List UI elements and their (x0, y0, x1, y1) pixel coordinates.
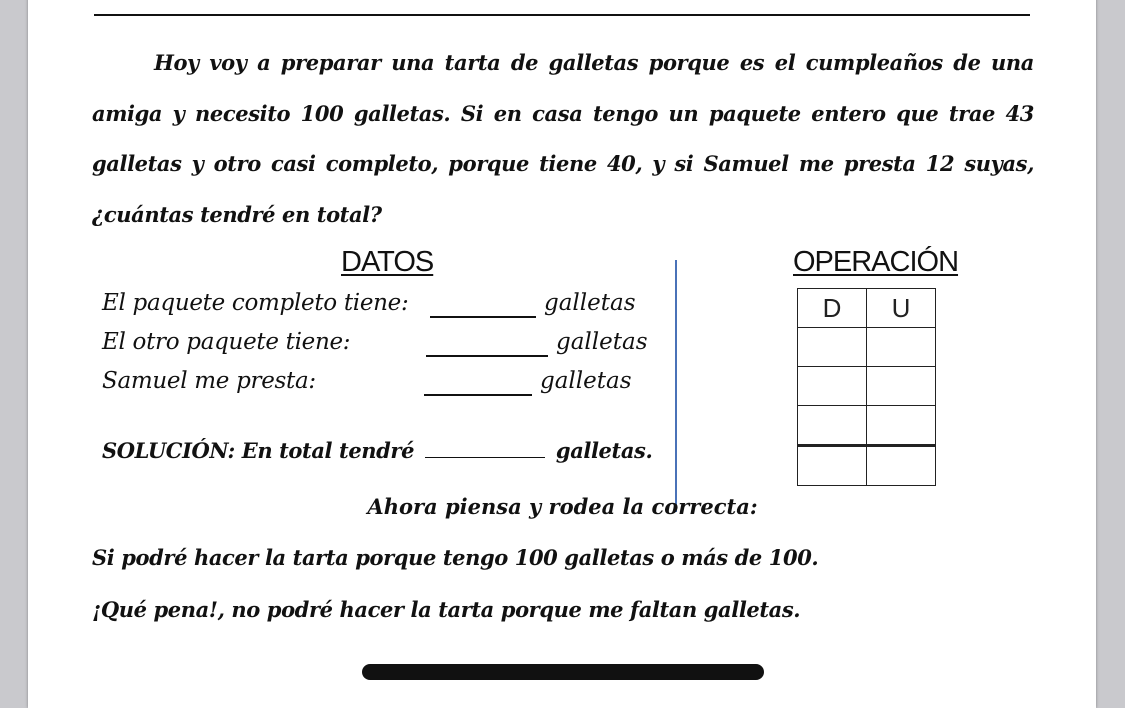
blank-solution[interactable] (425, 457, 545, 459)
data-line-samuel: Samuel me presta: (102, 368, 316, 394)
column-header-unidades: U (867, 289, 936, 328)
circle-prompt: Ahora piensa y rodea la correcta: (367, 494, 758, 519)
grid-cell[interactable] (798, 367, 867, 406)
solution-suffix: galletas. (555, 438, 653, 463)
home-indicator-bar[interactable] (362, 664, 764, 680)
blank-samuel[interactable] (424, 394, 532, 396)
grid-cell[interactable] (798, 406, 867, 446)
vertical-divider (675, 260, 677, 512)
top-rule (94, 14, 1030, 16)
word-problem-text: Hoy voy a preparar una tarta de galletas porque es el cumpleaños de una amiga y necesito 100 galletas. Si en casa tengo un paquete entero que trae 43 galletas y otro casi completo, porque tiene 40, y si Samuel me presta 12 suyas, ¿cuántas tendré en total? (92, 50, 1034, 227)
data-line-other-pack: El otro paquete tiene: (102, 329, 351, 355)
grid-cell-result[interactable] (798, 446, 867, 486)
option-can-make-cake[interactable]: Si podré hacer la tarta porque tengo 100 galletas o más de 100. (92, 545, 819, 570)
grid-cell[interactable] (867, 367, 936, 406)
solution-prefix: SOLUCIÓN: En total tendré (102, 438, 415, 463)
unit-other-pack: galletas (556, 329, 648, 355)
data-line-full-pack: El paquete completo tiene: (102, 290, 409, 316)
operacion-title: OPERACIÓN (793, 246, 959, 278)
blank-other-pack[interactable] (426, 355, 548, 357)
unit-samuel: galletas (540, 368, 632, 394)
grid-cell-result[interactable] (867, 446, 936, 486)
datos-title: DATOS (341, 246, 434, 278)
option-cannot-make-cake[interactable]: ¡Qué pena!, no podré hacer la tarta porque me faltan galletas. (92, 597, 801, 622)
solution-line (102, 438, 652, 463)
unit-full-pack: galletas (544, 290, 636, 316)
grid-cell[interactable] (798, 328, 867, 367)
column-header-decenas: D (798, 289, 867, 328)
blank-full-pack[interactable] (430, 316, 536, 318)
operation-grid (797, 288, 936, 486)
grid-cell[interactable] (867, 406, 936, 446)
grid-cell[interactable] (867, 328, 936, 367)
